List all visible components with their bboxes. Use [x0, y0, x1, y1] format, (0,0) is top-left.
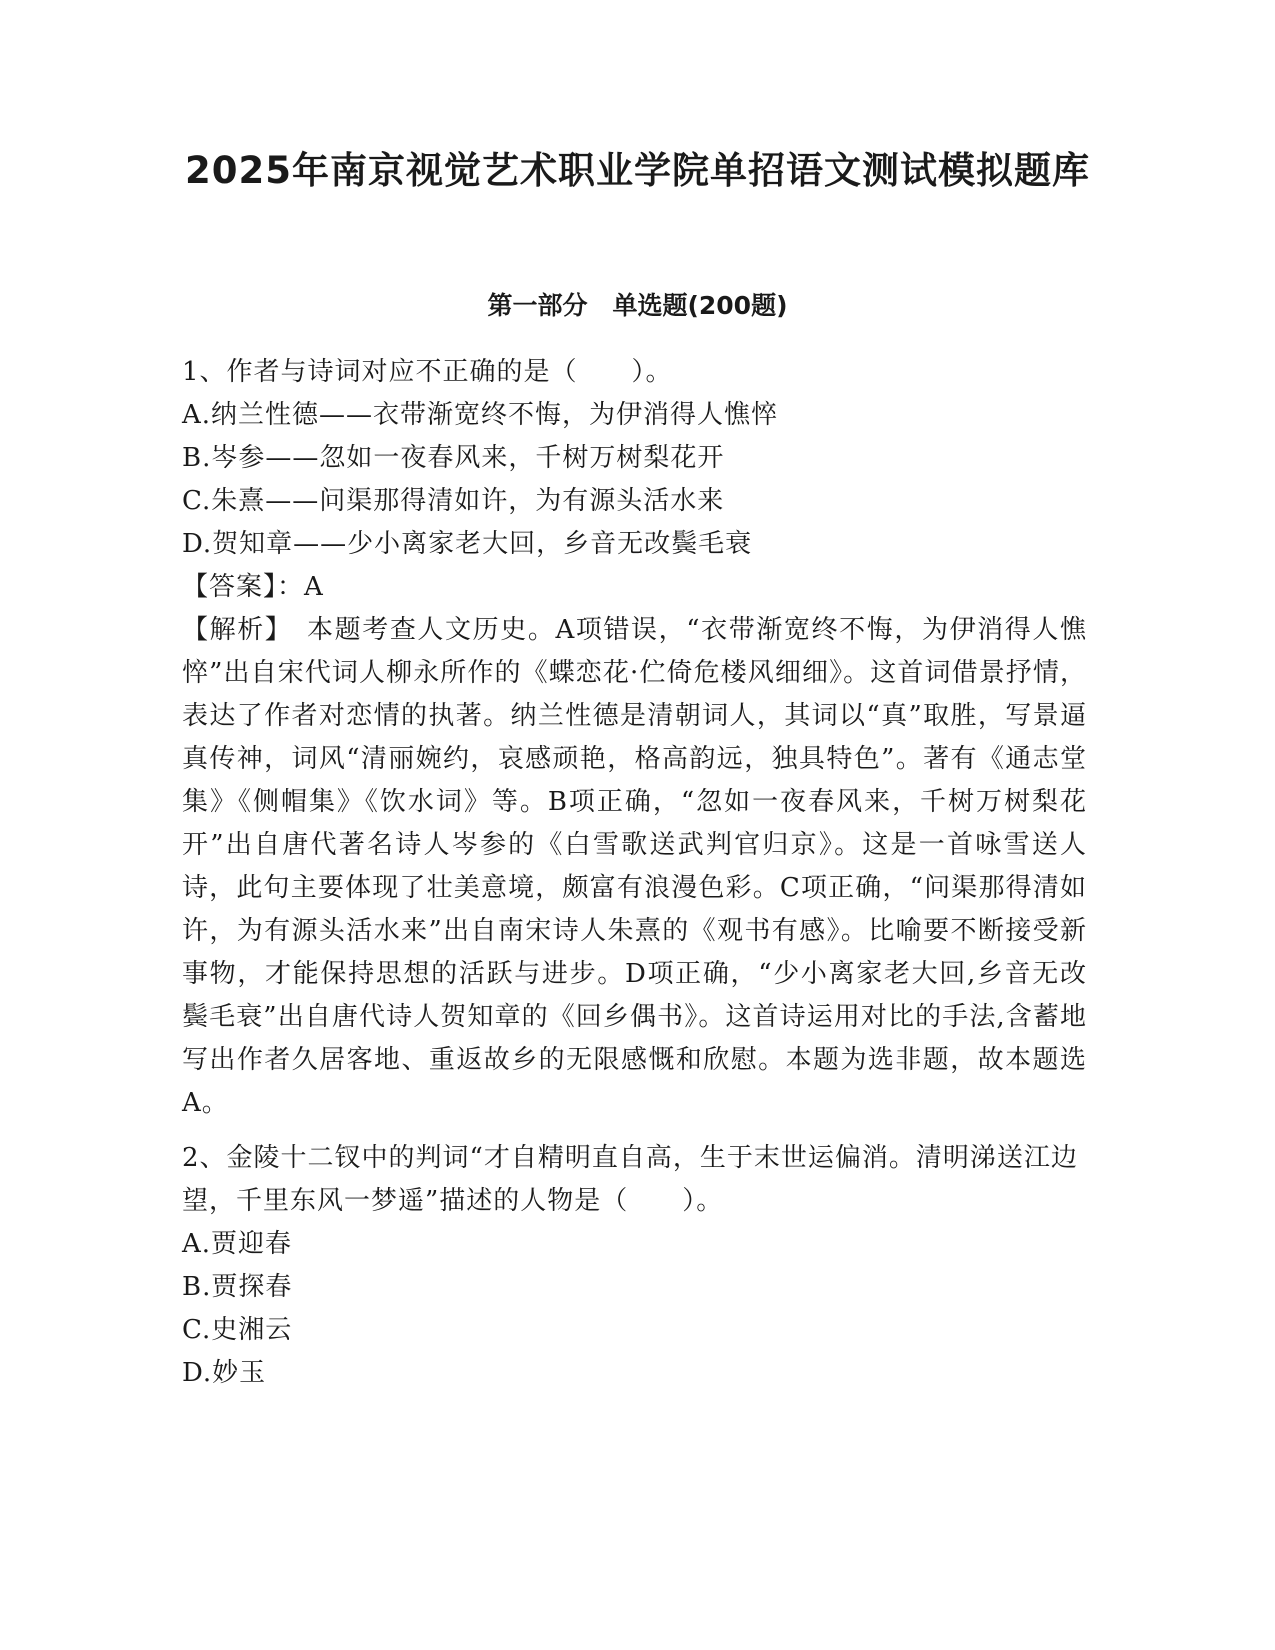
answer: 【答案】：A	[182, 572, 324, 602]
question-stem: 2、金陵十二钗中的判词“才自精明直自高，生于末世运偏消。清明涕送江边望，千里东风一梦遥”描述的人物是（ ）。	[182, 1143, 1078, 1216]
option-c: C.朱熹——问渠那得清如许，为有源头活水来	[182, 486, 725, 516]
section-title: 第一部分 单选题(200题)	[487, 291, 788, 320]
question-list	[182, 351, 1087, 1407]
question-1	[182, 351, 1087, 1125]
analysis: 【解析】 本题考查人文历史。A项错误，“衣带渐宽终不悔，为伊消得人憔悴”出自宋代词人柳永所作的《蝶恋花·伫倚危楼风细细》。这首词借景抒情，表达了作者对恋情的执著。纳兰性德是清朝词人，其词以“真”取胜，写景逼真传神，词风“清丽婉约，哀感顽艳，格高韵远，独具特色”。著有《通志堂集》《侧帽集》《饮水词》等。B项正确，“忽如一夜春风来，千树万树梨花开”出自唐代著名诗人岑参的《白雪歌送武判官归京》。这是一首咏雪送人诗，此句主要体现了壮美意境，颇富有浪漫色彩。C项正确，“问渠那得清如许，为有源头活水来”出自南宋诗人朱熹的《观书有感》。比喻要不断接受新事物，才能保持思想的活跃与进步。D项正确，“少小离家老大回,乡音无改鬓毛衰”出自唐代诗人贺知章的《回乡偶书》。这首诗运用对比的手法,含蓄地写出作者久居客地、重返故乡的无限感慨和欣慰。本题为选非题，故本题选A。	[182, 615, 1087, 1118]
option-b: B.岑参——忽如一夜春风来，千树万树梨花开	[182, 443, 725, 473]
question-2	[182, 1137, 1087, 1395]
page-title: 2025年南京视觉艺术职业学院单招语文测试模拟题库	[185, 149, 1090, 192]
option-a: A.贾迎春	[182, 1229, 293, 1259]
question-stem: 1、作者与诗词对应不正确的是（ ）。	[182, 357, 673, 387]
option-d: D.妙玉	[182, 1358, 267, 1388]
option-d: D.贺知章——少小离家老大回，乡音无改鬓毛衰	[182, 529, 753, 559]
option-c: C.史湘云	[182, 1315, 293, 1345]
option-a: A.纳兰性德——衣带渐宽终不悔，为伊消得人憔悴	[182, 400, 779, 430]
option-b: B.贾探春	[182, 1272, 293, 1302]
